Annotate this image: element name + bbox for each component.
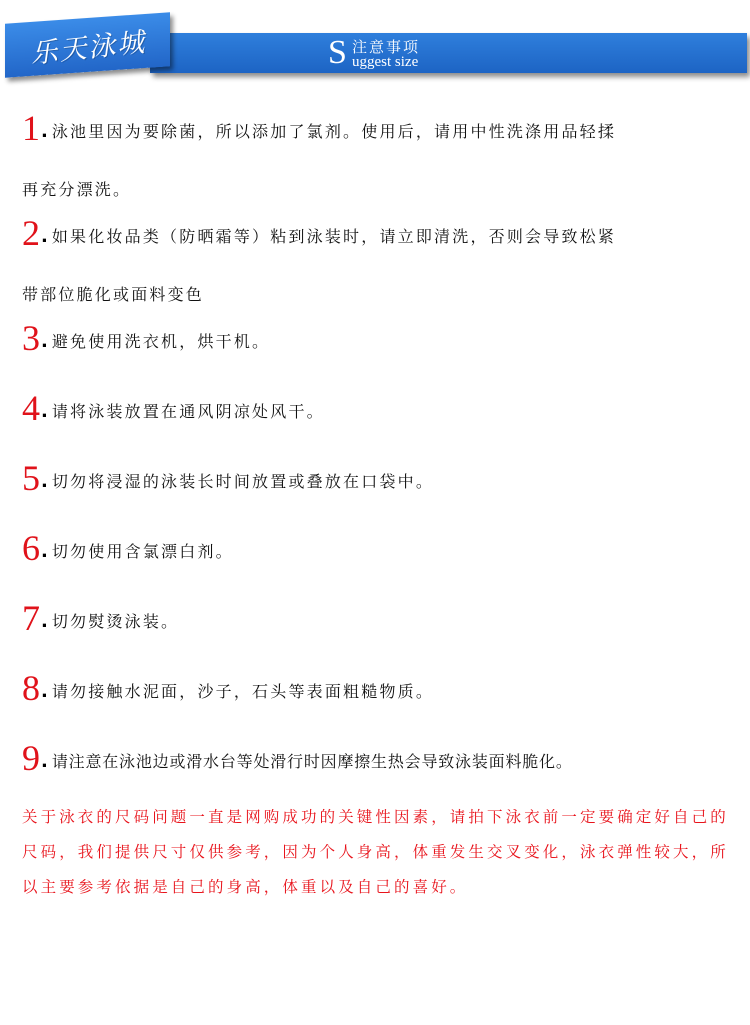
list-item bbox=[22, 740, 744, 776]
title-english: uggest size bbox=[352, 54, 419, 70]
item-number: 9 bbox=[22, 738, 40, 778]
item-dot: . bbox=[41, 331, 48, 352]
item-dot: . bbox=[41, 121, 48, 142]
item-number: 4 bbox=[22, 388, 40, 428]
list-item bbox=[22, 530, 744, 566]
item-dot: . bbox=[41, 401, 48, 422]
item-number: 8 bbox=[22, 668, 40, 708]
item-text: 切勿将浸湿的泳装长时间放置或叠放在口袋中。 bbox=[51, 472, 435, 491]
item-text: 请将泳装放置在通风阴凉处风干。 bbox=[51, 402, 325, 421]
item-number: 1 bbox=[22, 108, 40, 148]
title-initial: S bbox=[328, 34, 347, 71]
item-text: 如果化妆品类（防晒霜等）粘到泳装时，请立即清洗，否则会导致松紧 bbox=[51, 227, 617, 246]
item-text: 泳池里因为要除菌，所以添加了氯剂。使用后，请用中性洗涤用品轻揉 bbox=[51, 122, 617, 141]
item-dot: . bbox=[41, 471, 48, 492]
item-number: 3 bbox=[22, 318, 40, 358]
item-number: 7 bbox=[22, 598, 40, 638]
header-banner bbox=[0, 0, 750, 90]
item-text: 请勿接触水泥面，沙子，石头等表面粗糙物质。 bbox=[51, 682, 435, 701]
item-dot: . bbox=[41, 226, 48, 247]
list-item bbox=[22, 460, 744, 496]
list-item bbox=[22, 390, 744, 426]
item-dot: . bbox=[41, 611, 48, 632]
item-text-continued: 再充分漂洗。 bbox=[22, 180, 132, 199]
item-number: 5 bbox=[22, 458, 40, 498]
list-item bbox=[22, 215, 744, 251]
item-text: 切勿使用含氯漂白剂。 bbox=[51, 542, 234, 561]
brand-logo bbox=[5, 12, 170, 78]
item-dot: . bbox=[41, 751, 48, 772]
brand-logo-text: 乐天泳城 bbox=[28, 26, 148, 70]
list-item bbox=[22, 110, 744, 146]
title-chinese: 注意事项 bbox=[352, 38, 421, 56]
item-dot: . bbox=[41, 681, 48, 702]
item-number: 6 bbox=[22, 528, 40, 568]
item-text: 避免使用洗衣机，烘干机。 bbox=[51, 332, 271, 351]
title-bar bbox=[150, 33, 747, 73]
list-item bbox=[22, 670, 744, 706]
item-text: 请注意在泳池边或滑水台等处滑行时因摩擦生热会导致泳装面料脆化。 bbox=[51, 752, 573, 771]
item-number: 2 bbox=[22, 213, 40, 253]
item-dot: . bbox=[41, 541, 48, 562]
size-note: 关于泳衣的尺码问题一直是网购成功的关键性因素，请拍下泳衣前一定要确定好自己的尺码，我们提供尺寸仅供参考，因为个人身高，体重发生交叉变化，泳衣弹性较大，所以主要参考依据是自己的身高，体重以及自己的喜好。 bbox=[22, 808, 729, 896]
list-item bbox=[22, 320, 744, 356]
list-item bbox=[22, 600, 744, 636]
item-text-continued: 带部位脆化或面料变色 bbox=[22, 285, 205, 304]
item-text: 切勿熨烫泳装。 bbox=[51, 612, 180, 631]
